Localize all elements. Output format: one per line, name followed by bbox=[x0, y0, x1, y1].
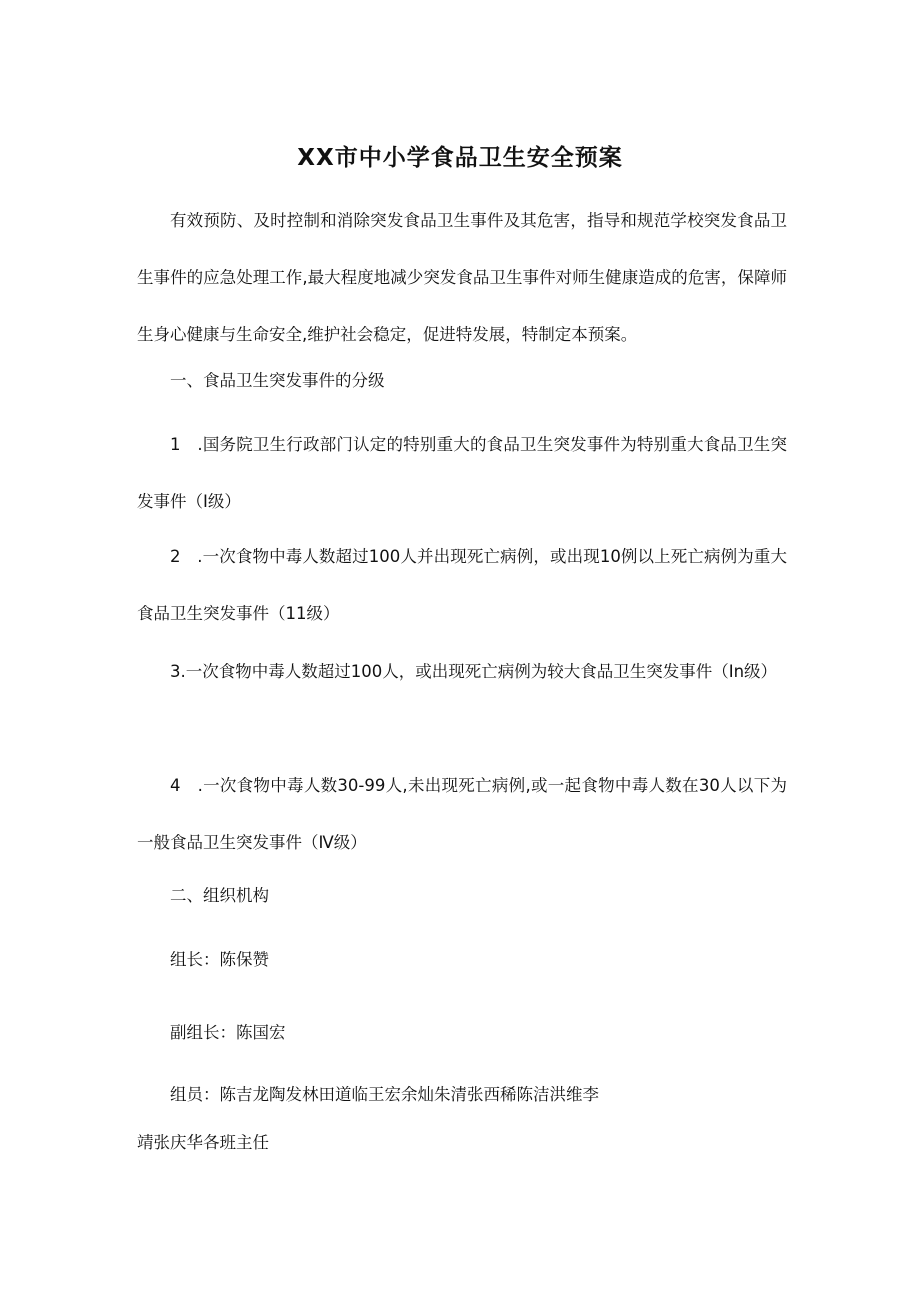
group-leader: 组长：陈保赞 bbox=[170, 950, 269, 969]
deputy-group-leader: 副组长：陈国宏 bbox=[170, 1023, 286, 1042]
grade-item-2: 2 .一次食物中毒人数超过100人并出现死亡病例，或出现10例以上死亡病例为重大食品卫生突发事件（11级） bbox=[137, 547, 787, 623]
section-heading-organization: 二、组织机构 bbox=[170, 886, 269, 905]
document-title: XX市中小学食品卫生安全预案 bbox=[297, 145, 623, 171]
section-heading-grading: 一、食品卫生突发事件的分级 bbox=[170, 371, 385, 390]
grade-item-1: 1 .国务院卫生行政部门认定的特别重大的食品卫生突发事件为特别重大食品卫生突发事件（Ⅰ级） bbox=[137, 435, 787, 511]
grade-item-3: 3.一次食物中毒人数超过100人，或出现死亡病例为较大食品卫生突发事件（In级） bbox=[170, 662, 778, 681]
grade-item-4: 4 .一次食物中毒人数30-99人,未出现死亡病例,或一起食物中毒人数在30人以下为一般食品卫生突发事件（Ⅳ级） bbox=[137, 776, 787, 852]
group-members-line-1: 组员：陈吉龙陶发林田道临王宏余灿朱清张西稀陈洁洪维李 bbox=[170, 1085, 599, 1104]
intro-paragraph: 有效预防、及时控制和消除突发食品卫生事件及其危害，指导和规范学校突发食品卫生事件的应急处理工作,最大程度地减少突发食品卫生事件对师生健康造成的危害，保障师生身心健康与生命安全,维护社会稳定，促进特发展，特制定本预案。 bbox=[137, 211, 787, 344]
group-members-line-2: 靖张庆华各班主任 bbox=[137, 1133, 269, 1152]
